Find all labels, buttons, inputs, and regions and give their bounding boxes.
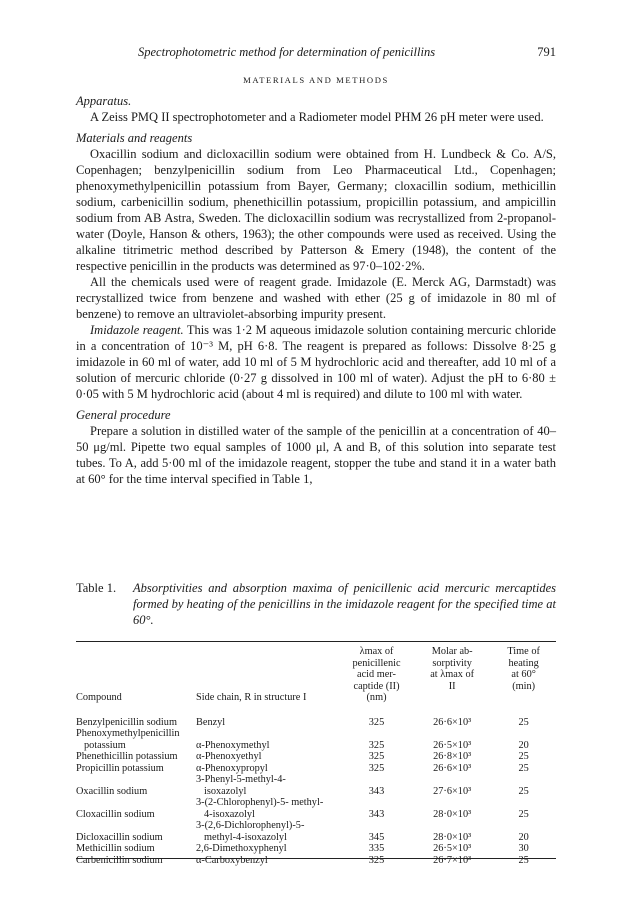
col-molar-absorptivity — [413, 646, 491, 708]
col-lambda-line: (nm) — [366, 692, 387, 703]
cell-compound — [76, 751, 196, 763]
cell-compound-line: Carbenicillin sodium — [76, 854, 163, 866]
col-molar-line: sorptivity — [432, 657, 472, 669]
cell-side-chain — [196, 763, 340, 775]
reagent-label: Imidazole reagent. — [90, 323, 184, 337]
cell-compound — [76, 797, 196, 820]
cell-lambda-max: 325 — [368, 762, 385, 774]
table-row — [76, 751, 556, 763]
cell-side-chain-line: α-Phenoxyethyl — [196, 751, 262, 762]
cell-molar-absorptivity: 26·6×10³ — [433, 762, 472, 774]
col-heating-time — [491, 646, 556, 708]
reagent-text: This was 1·2 M aqueous imidazole solution containing mercuric chloride in a concentration of 10⁻³ M, pH 6·8. The reagent is prepared as follows: Dissolve 8·25 g imidazole in 60 ml of water, add 10 ml of 5 M hydrochloric acid and thereafter, add 10 ml of a solution of mercuric chloride (0·27 g dissolved in 100 ml of water). Adjust the pH to 6·80 ± 0·05 with 5 M hydrochloric acid (about 4 ml is required) and dilute to 100 ml with water. — [76, 323, 556, 401]
cell-side-chain — [196, 751, 340, 763]
materials-heading: Materials and reagents — [76, 131, 193, 145]
cell-side-chain — [196, 855, 340, 867]
procedure-heading: General procedure — [76, 408, 171, 422]
col-time-line: (min) — [512, 680, 536, 692]
table-row — [76, 797, 556, 820]
cell-molar-absorptivity: 26·5×10³ — [433, 739, 472, 751]
table-row — [76, 708, 556, 729]
cell-compound — [76, 843, 196, 855]
cell-side-chain-line: 3-Phenyl-5-methyl-4- — [196, 774, 286, 785]
cell-molar-absorptivity: 28·0×10³ — [433, 808, 472, 820]
cell-side-chain-line: isoxazolyl — [204, 785, 247, 797]
cell-compound — [76, 774, 196, 797]
cell-side-chain-line: Benzyl — [196, 716, 226, 728]
apparatus-paragraph: A Zeiss PMQ II spectrophotometer and a Radiometer model PHM 26 pH meter were used. — [90, 110, 544, 124]
cell-heating-time: 25 — [518, 751, 529, 762]
col-time-line: at 60° — [511, 669, 536, 680]
col-side-chain: Side chain, R in structure I — [196, 692, 307, 703]
table-row — [76, 843, 556, 855]
cell-heating-time: 20 — [518, 831, 529, 843]
col-time-line: heating — [508, 657, 539, 669]
cell-lambda-max: 343 — [368, 808, 385, 820]
col-time-line: Time of — [507, 646, 540, 657]
table-top-rule — [76, 641, 556, 642]
chemicals-paragraph: All the chemicals used were of reagent grade. Imidazole (E. Merck AG, Darmstadt) was recrystallized twice from benzene and washed with ether (25 g of imidazole in 80 ml of benzene) to remove an ultraviolet-absorbing impurity present. — [76, 275, 556, 321]
cell-compound-line: Oxacillin sodium — [76, 785, 148, 797]
cell-lambda-max: 325 — [368, 854, 385, 866]
col-compound: Compound — [76, 692, 122, 703]
cell-side-chain — [196, 728, 340, 751]
cell-heating-time: 30 — [518, 843, 529, 854]
running-title: Spectrophotometric method for determination of penicillins — [138, 45, 436, 59]
page-number: 791 — [537, 45, 556, 59]
table-header-row — [76, 646, 556, 708]
cell-compound-line: potassium — [84, 739, 126, 751]
cell-side-chain-line: 4-isoxazolyl — [204, 808, 255, 820]
article-body — [76, 93, 556, 487]
cell-compound-line: Phenoxymethylpenicillin — [76, 728, 180, 739]
cell-compound — [76, 820, 196, 843]
col-molar-line: at λmax of — [430, 669, 475, 680]
cell-molar-absorptivity: 26·8×10³ — [433, 751, 472, 762]
table-row — [76, 763, 556, 775]
materials-paragraph: Oxacillin sodium and dicloxacillin sodium were obtained from H. Lundbeck & Co. A/S, Copenhagen; benzylpenicillin sodium from Leo Pharmaceutical Ltd., Copenhagen; phenoxymethylpenicillin potassium from Bayer, Germany; cloxacillin sodium, methicillin sodium, carbenicillin sodium, phenethicillin potassium, propicillin potassium, and ampicillin sodium from AB Astra, Sweden. The dicloxacillin sodium was recrystallized from 2-propanol-water (Doyle, Hanson & others, 1963); the other compounds were used as received. Using the alkaline titrimetric method described by Patterson & Emery (1948), the content of the respective penicillin in the products was determined as 97·0–102·2%. — [76, 147, 556, 273]
procedure-paragraph: Prepare a solution in distilled water of the sample of the penicillin at a concentration of 40–50 μg/ml. Pipette two equal samples of 1000 μl, A and B, of this solution into separate test tubes. To A, add 5·00 ml of the imidazole reagent, stopper the tube and stand it in a water bath at 60° for the time interval specified in Table 1, — [76, 424, 556, 486]
table-row — [76, 855, 556, 867]
table-row — [76, 774, 556, 797]
cell-compound — [76, 763, 196, 775]
cell-side-chain-line: α-Carboxybenzyl — [196, 854, 268, 866]
table-bottom-rule — [76, 858, 556, 859]
cell-compound — [76, 708, 196, 729]
cell-heating-time: 25 — [518, 854, 529, 866]
reagent-paragraph — [76, 322, 556, 402]
cell-lambda-max: 343 — [368, 785, 385, 797]
table-row — [76, 728, 556, 751]
cell-side-chain — [196, 843, 340, 855]
col-lambda-line: penicillenic — [352, 657, 401, 669]
cell-side-chain — [196, 708, 340, 729]
cell-lambda-max: 335 — [368, 843, 385, 854]
cell-heating-time: 25 — [518, 716, 529, 728]
cell-molar-absorptivity: 27·6×10³ — [433, 785, 472, 797]
col-lambda-line: λmax of — [359, 646, 394, 657]
table-body — [76, 708, 556, 867]
cell-molar-absorptivity: 28·0×10³ — [433, 831, 472, 843]
cell-lambda-max: 345 — [368, 831, 385, 843]
apparatus-heading: Apparatus. — [76, 94, 132, 108]
cell-side-chain-line: α-Phenoxypropyl — [196, 762, 268, 774]
cell-compound-line: Methicillin sodium — [76, 843, 155, 854]
cell-compound-line: Cloxacillin sodium — [76, 808, 155, 820]
cell-compound-line: Benzylpenicillin sodium — [76, 716, 177, 728]
col-molar-line: Molar ab- — [431, 646, 473, 657]
cell-side-chain-line: 2,6-Dimethoxyphenyl — [196, 843, 287, 854]
cell-heating-time: 25 — [518, 762, 529, 774]
cell-heating-time: 20 — [518, 739, 529, 751]
cell-side-chain-line: α-Phenoxymethyl — [196, 739, 270, 751]
table-label: Table 1. — [76, 581, 117, 595]
cell-side-chain-line: methyl-4-isoxazolyl — [204, 831, 287, 843]
cell-heating-time: 25 — [518, 785, 529, 797]
cell-compound — [76, 728, 196, 751]
cell-compound-line: Phenethicillin potassium — [76, 751, 178, 762]
cell-side-chain — [196, 774, 340, 797]
cell-lambda-max: 325 — [368, 716, 385, 728]
cell-molar-absorptivity: 26·7×10³ — [433, 854, 472, 866]
cell-side-chain-line: 3-(2,6-Dichlorophenyl)-5- — [196, 820, 305, 831]
cell-molar-absorptivity: 26·6×10³ — [433, 716, 472, 728]
cell-side-chain — [196, 820, 340, 843]
col-molar-line: II — [448, 680, 456, 692]
cell-compound-line: Propicillin potassium — [76, 762, 164, 774]
cell-molar-absorptivity: 26·5×10³ — [433, 843, 472, 854]
section-title: MATERIALS AND METHODS — [243, 75, 389, 85]
cell-side-chain-line: 3-(2-Chlorophenyl)-5- methyl- — [196, 797, 324, 808]
cell-compound — [76, 855, 196, 867]
penicillin-table — [76, 646, 556, 866]
cell-lambda-max: 325 — [368, 751, 385, 762]
cell-side-chain — [196, 797, 340, 820]
col-lambda-line: captide (II) — [353, 680, 400, 692]
cell-compound-line: Dicloxacillin sodium — [76, 831, 163, 843]
table-row — [76, 820, 556, 843]
col-lambda-max — [340, 646, 413, 708]
col-lambda-line: acid mer- — [357, 669, 396, 680]
table-caption — [76, 580, 556, 628]
cell-lambda-max: 325 — [368, 739, 385, 751]
table-caption-text: Absorptivities and absorption maxima of penicillenic acid mercuric mercaptides formed by heating of the penicillins in the imidazole reagent for the specified time at 60°. — [133, 581, 556, 627]
cell-heating-time: 25 — [518, 808, 529, 820]
